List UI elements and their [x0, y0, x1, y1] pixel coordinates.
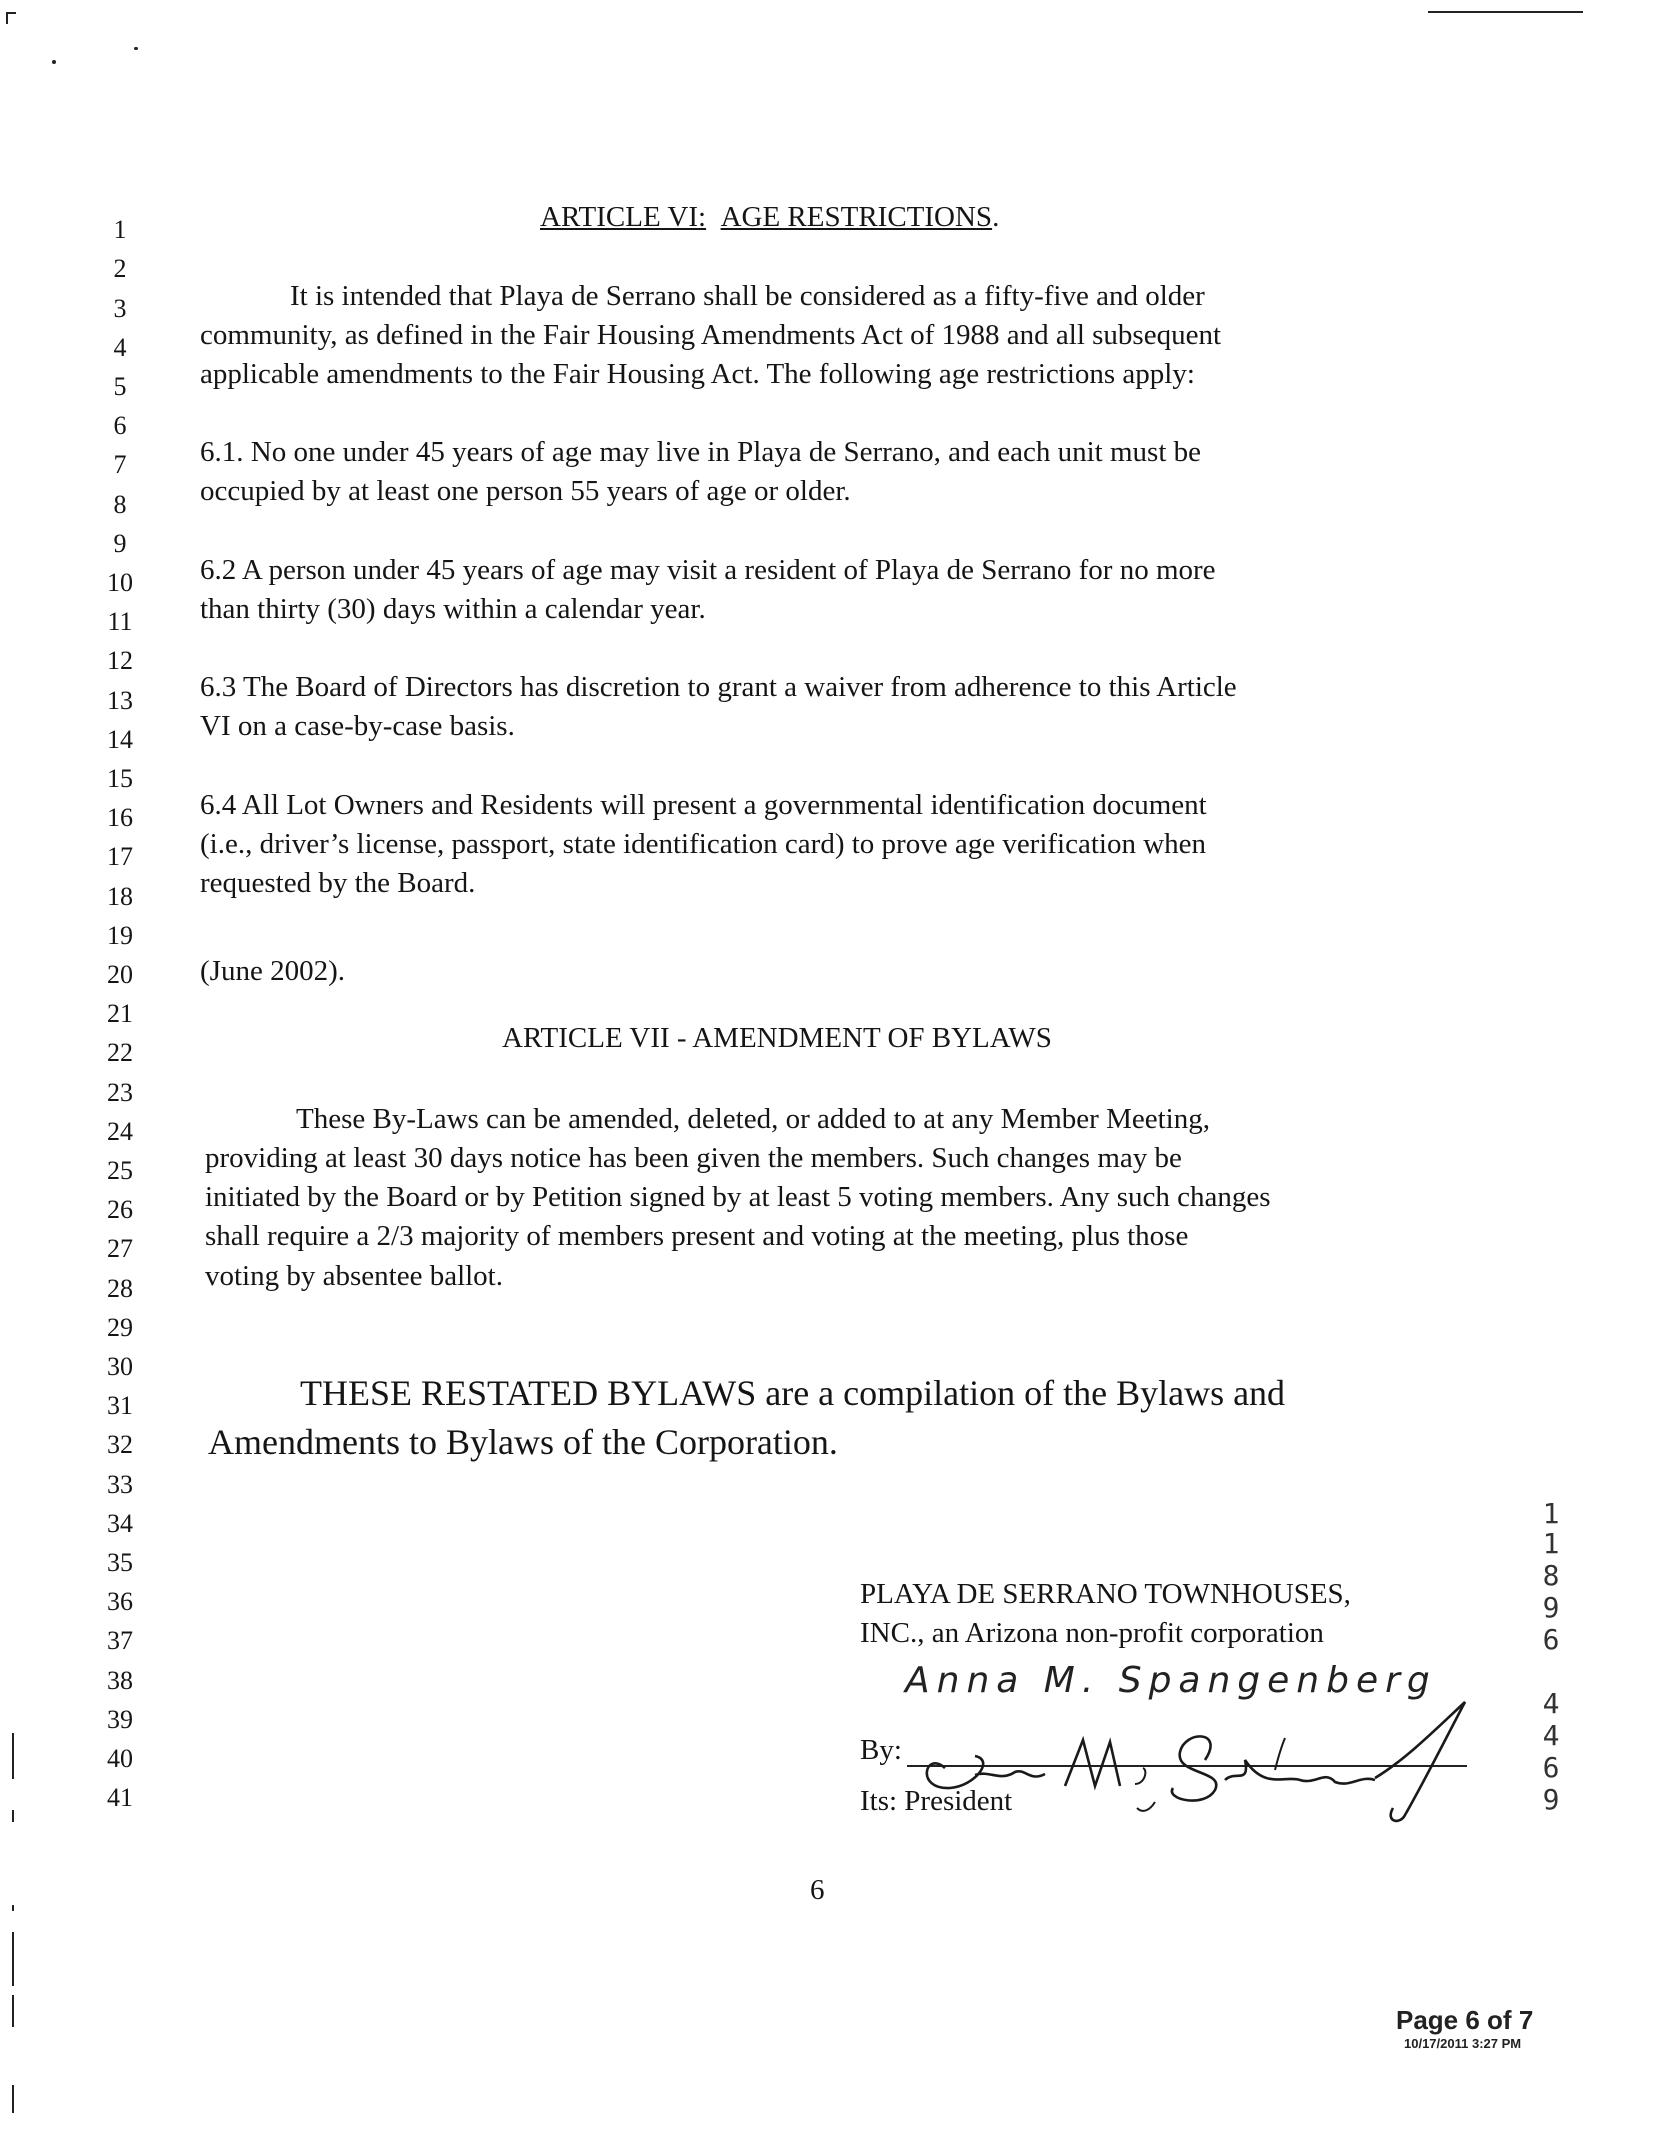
scan-edge-mark [12, 1810, 14, 1822]
recording-digit: 4 [1542, 1687, 1560, 1720]
date-note: (June 2002). [200, 955, 345, 987]
scan-edge-mark [12, 2085, 14, 2113]
line-number: 28 [107, 1274, 133, 1303]
line-number: 29 [107, 1313, 133, 1342]
line-number: 27 [107, 1234, 133, 1263]
clause-6-4-line: requested by the Board. [200, 867, 476, 899]
scan-top-rule [1428, 11, 1583, 13]
its-president-label: Its: President [860, 1785, 1013, 1817]
restated-bylaws-line: THESE RESTATED BYLAWS are a compilation of the Bylaws and [300, 1373, 1286, 1413]
scan-edge-mark [12, 1932, 14, 1986]
line-number: 32 [107, 1430, 133, 1459]
line-number: 19 [107, 921, 133, 950]
article-7-body-line: voting by absentee ballot. [205, 1260, 503, 1292]
recording-digit: 6 [1542, 1623, 1560, 1656]
line-number: 15 [107, 764, 133, 793]
line-number: 40 [107, 1744, 133, 1773]
line-number: 11 [107, 607, 133, 636]
fax-timestamp: 10/17/2011 3:27 PM [1404, 2036, 1522, 2051]
recording-digit: 6 [1542, 1751, 1560, 1784]
line-number: 39 [107, 1705, 133, 1734]
line-number: 33 [107, 1470, 133, 1499]
line-number: 6 [113, 411, 127, 440]
clause-6-2-line: than thirty (30) days within a calendar year. [200, 593, 706, 625]
line-number: 23 [107, 1078, 133, 1107]
article-7-body-line: initiated by the Board or by Petition signed by at least 5 voting members. Any such changes [205, 1181, 1271, 1213]
article-6-intro-line: It is intended that Playa de Serrano shall be considered as a fifty-five and older [290, 280, 1205, 312]
article-7-body-line: These By-Laws can be amended, deleted, or added to at any Member Meeting, [296, 1103, 1210, 1135]
scan-edge-mark [12, 1995, 14, 2027]
printed-signer-name: Anna M. Spangenberg [905, 1660, 1437, 1701]
line-number: 31 [107, 1391, 133, 1420]
line-number: 1 [113, 215, 127, 244]
recording-digit: 1 [1542, 1497, 1560, 1530]
line-number: 26 [107, 1195, 133, 1224]
scan-dot [52, 60, 56, 64]
article-6-number: ARTICLE VI: [540, 201, 707, 233]
scan-edge-mark [12, 1905, 14, 1911]
line-number: 22 [107, 1038, 133, 1067]
line-number: 36 [107, 1587, 133, 1616]
signature-org-line: INC., an Arizona non-profit corporation [860, 1617, 1324, 1649]
line-number: 41 [107, 1783, 133, 1812]
article-7-body-line: providing at least 30 days notice has been given the members. Such changes may be [205, 1142, 1182, 1174]
clause-6-2-line: 6.2 A person under 45 years of age may visit a resident of Playa de Serrano for no more [200, 554, 1216, 586]
line-number: 14 [107, 725, 133, 754]
recording-digit: 9 [1542, 1783, 1560, 1816]
article-6-intro-line: community, as defined in the Fair Housing Amendments Act of 1988 and all subsequent [200, 319, 1222, 351]
article-6-title: AGE RESTRICTIONS [720, 201, 993, 233]
line-number: 35 [107, 1548, 133, 1577]
by-label: By: [860, 1734, 902, 1766]
clause-6-3-line: VI on a case-by-case basis. [200, 710, 515, 742]
line-number: 12 [107, 646, 133, 675]
line-number: 8 [113, 490, 127, 519]
line-number: 30 [107, 1352, 133, 1381]
recording-digit: 8 [1542, 1559, 1560, 1592]
recording-digit: 9 [1542, 1591, 1560, 1624]
page-number: 6 [810, 1874, 825, 1906]
clause-6-1-line: 6.1. No one under 45 years of age may live in Playa de Serrano, and each unit must be [200, 436, 1202, 468]
recording-digit: 1 [1542, 1527, 1560, 1560]
line-number: 38 [107, 1666, 133, 1695]
article-7-heading: ARTICLE VII - AMENDMENT OF BYLAWS [502, 1022, 1052, 1054]
line-number: 3 [113, 294, 127, 323]
article-6-intro-line: applicable amendments to the Fair Housing Act. The following age restrictions apply: [200, 358, 1195, 390]
line-number: 2 [113, 254, 127, 283]
clause-6-3-line: 6.3 The Board of Directors has discretion to grant a waiver from adherence to this Article [200, 671, 1237, 703]
restated-bylaws-line: Amendments to Bylaws of the Corporation. [208, 1422, 838, 1462]
line-number: 4 [113, 333, 127, 362]
article-6-title-period: . [992, 201, 1000, 233]
line-number: 24 [107, 1117, 133, 1146]
line-number: 18 [107, 882, 133, 911]
line-number: 5 [113, 372, 127, 401]
line-number: 20 [107, 960, 133, 989]
scan-dot [134, 47, 138, 50]
line-number: 25 [107, 1156, 133, 1185]
fax-page-count: Page 6 of 7 [1396, 2005, 1534, 2035]
article-7-body-line: shall require a 2/3 majority of members present and voting at the meeting, plus those [205, 1220, 1189, 1252]
signature-org-line: PLAYA DE SERRANO TOWNHOUSES, [860, 1578, 1351, 1610]
line-number: 37 [107, 1626, 133, 1655]
line-number: 21 [107, 999, 133, 1028]
line-number: 9 [113, 529, 127, 558]
line-number: 10 [107, 568, 133, 597]
line-number: 34 [107, 1509, 133, 1538]
line-number: 13 [107, 686, 133, 715]
line-number: 7 [113, 450, 127, 479]
scan-edge-mark [12, 1733, 14, 1779]
line-number: 16 [107, 803, 133, 832]
clause-6-1-line: occupied by at least one person 55 years of age or older. [200, 475, 851, 507]
scan-corner-mark [6, 12, 16, 14]
article-6-heading [540, 203, 999, 232]
clause-6-4-line: 6.4 All Lot Owners and Residents will present a governmental identification document [200, 789, 1207, 821]
recording-digit: 4 [1542, 1719, 1560, 1752]
line-number: 17 [107, 842, 133, 871]
clause-6-4-line: (i.e., driver’s license, passport, state identification card) to prove age verification when [200, 828, 1207, 860]
